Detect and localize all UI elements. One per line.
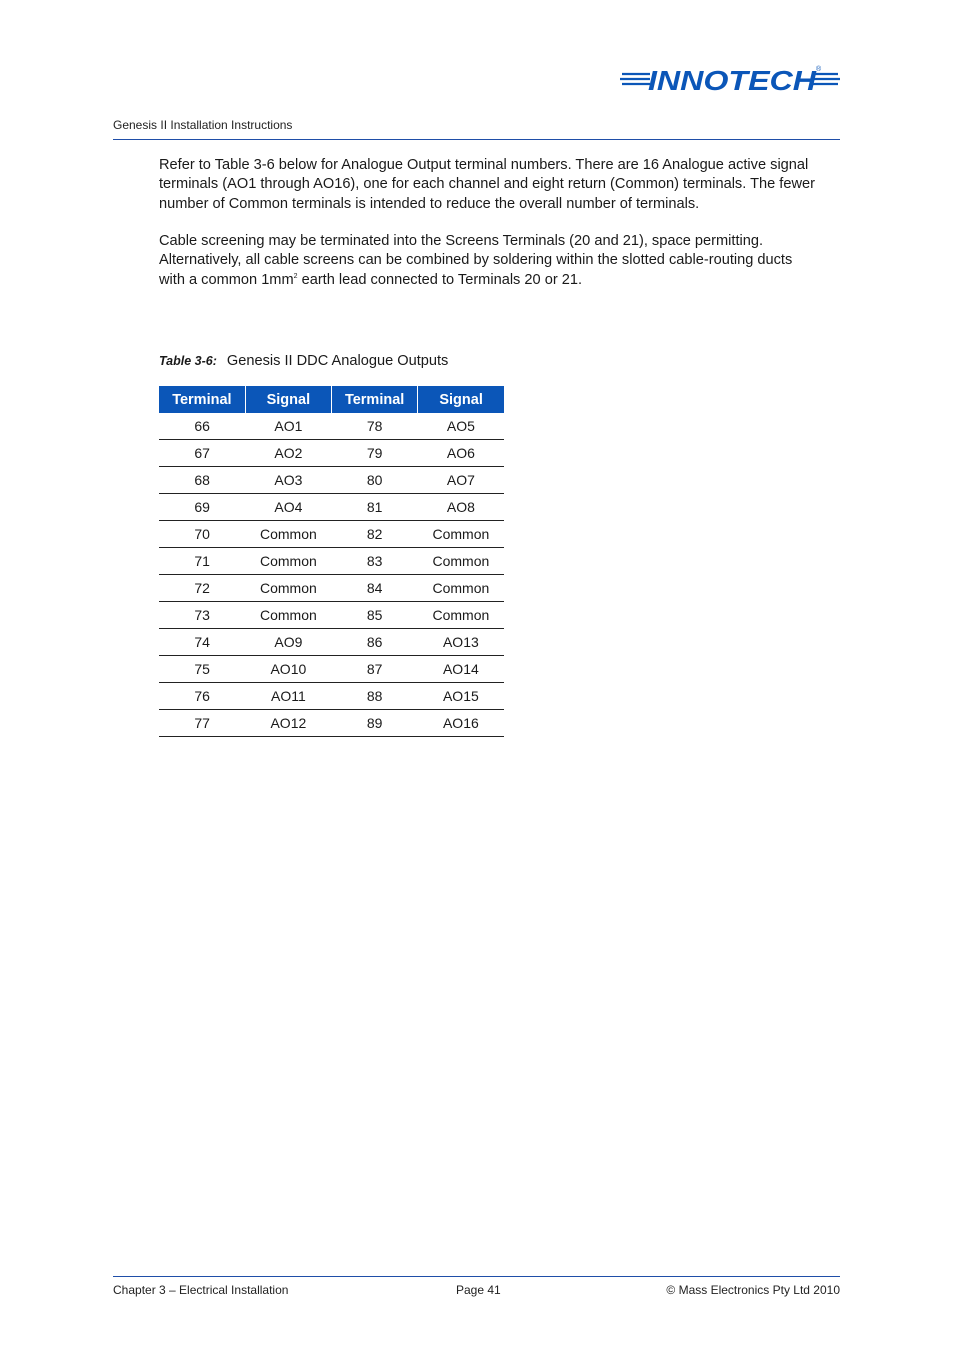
signal-cell: AO7	[418, 467, 504, 494]
signal-cell: AO15	[418, 683, 504, 710]
document-title: Genesis II Installation Instructions	[113, 118, 293, 132]
header-divider	[113, 139, 840, 140]
footer-page-number: Page 41	[456, 1283, 501, 1297]
terminal-cell: 86	[332, 629, 418, 656]
terminal-cell: 89	[332, 710, 418, 737]
signal-cell: Common	[418, 521, 504, 548]
paragraph-text: earth lead connected to Terminals 20 or 21.	[297, 271, 583, 288]
terminal-cell: 81	[332, 494, 418, 521]
footer-divider	[113, 1276, 840, 1277]
terminal-cell: 76	[159, 683, 245, 710]
signal-cell: AO3	[245, 467, 331, 494]
terminal-cell: 75	[159, 656, 245, 683]
paragraph-line: Alternatively, all cable screens can be combined by soldering within the slotted cable-routing ducts	[159, 252, 793, 269]
signal-cell: Common	[418, 602, 504, 629]
terminal-cell: 68	[159, 467, 245, 494]
terminal-cell: 87	[332, 656, 418, 683]
table-caption-label: Table 3-6:	[159, 354, 217, 368]
intro-paragraph	[159, 156, 849, 214]
column-header-signal: Signal	[418, 386, 504, 413]
paragraph-line: terminals (AO1 through AO16), one for each channel and eight return (Common) terminals. The fewer	[159, 176, 815, 193]
svg-text:INNOTECH: INNOTECH	[648, 65, 817, 96]
table-row	[159, 656, 504, 683]
table-row	[159, 467, 504, 494]
table-header-row	[159, 386, 504, 413]
terminal-cell: 70	[159, 521, 245, 548]
table-caption-text: Genesis II DDC Analogue Outputs	[226, 353, 449, 369]
terminal-cell: 82	[332, 521, 418, 548]
table-row	[159, 602, 504, 629]
table-row	[159, 710, 504, 737]
signal-cell: AO14	[418, 656, 504, 683]
signal-cell: Common	[245, 575, 331, 602]
signal-cell: Common	[245, 548, 331, 575]
table-row	[159, 548, 504, 575]
table-caption	[159, 353, 448, 369]
table-row	[159, 413, 504, 440]
svg-text:®: ®	[816, 66, 822, 73]
terminal-cell: 84	[332, 575, 418, 602]
signal-cell: AO11	[245, 683, 331, 710]
signal-cell: Common	[418, 575, 504, 602]
terminal-cell: 88	[332, 683, 418, 710]
paragraph-line: Cable screening may be terminated into the Screens Terminals (20 and 21), space permitting.	[159, 233, 764, 249]
signal-cell: AO9	[245, 629, 331, 656]
signal-cell: AO12	[245, 710, 331, 737]
terminal-cell: 67	[159, 440, 245, 467]
column-header-terminal: Terminal	[332, 386, 418, 413]
terminal-cell: 83	[332, 548, 418, 575]
terminal-cell: 72	[159, 575, 245, 602]
screening-paragraph	[159, 232, 849, 290]
terminal-cell: 74	[159, 629, 245, 656]
table-row	[159, 521, 504, 548]
terminal-cell: 73	[159, 602, 245, 629]
table-row	[159, 440, 504, 467]
signal-cell: AO6	[418, 440, 504, 467]
column-header-signal: Signal	[245, 386, 331, 413]
terminal-cell: 77	[159, 710, 245, 737]
signal-cell: AO10	[245, 656, 331, 683]
terminal-cell: 85	[332, 602, 418, 629]
table-row	[159, 494, 504, 521]
column-header-terminal: Terminal	[159, 386, 245, 413]
signal-cell: AO8	[418, 494, 504, 521]
table-row	[159, 575, 504, 602]
terminal-cell: 66	[159, 413, 245, 440]
terminal-cell: 78	[332, 413, 418, 440]
innotech-logo	[620, 62, 842, 96]
signal-cell: Common	[245, 521, 331, 548]
footer-chapter: Chapter 3 – Electrical Installation	[113, 1283, 289, 1297]
signal-cell: Common	[245, 602, 331, 629]
signal-cell: AO4	[245, 494, 331, 521]
signal-cell: AO2	[245, 440, 331, 467]
signal-cell: Common	[418, 548, 504, 575]
superscript: 2	[293, 272, 298, 280]
footer-copyright: © Mass Electronics Pty Ltd 2010	[666, 1283, 840, 1297]
terminal-cell: 80	[332, 467, 418, 494]
paragraph-text: with a common 1mm	[159, 271, 294, 288]
table-row	[159, 629, 504, 656]
terminal-cell: 79	[332, 440, 418, 467]
signal-cell: AO1	[245, 413, 331, 440]
paragraph-line: Refer to Table 3-6 below for Analogue Output terminal numbers. There are 16 Analogue active signal	[159, 157, 809, 173]
signal-cell: AO13	[418, 629, 504, 656]
terminal-cell: 71	[159, 548, 245, 575]
terminal-cell: 69	[159, 494, 245, 521]
table-row	[159, 683, 504, 710]
analogue-outputs-table	[159, 386, 504, 737]
table-body	[159, 413, 504, 737]
signal-cell: AO5	[418, 413, 504, 440]
paragraph-line: number of Common terminals is intended to reduce the overall number of terminals.	[159, 195, 700, 212]
signal-cell: AO16	[418, 710, 504, 737]
paragraph-line	[159, 271, 849, 290]
